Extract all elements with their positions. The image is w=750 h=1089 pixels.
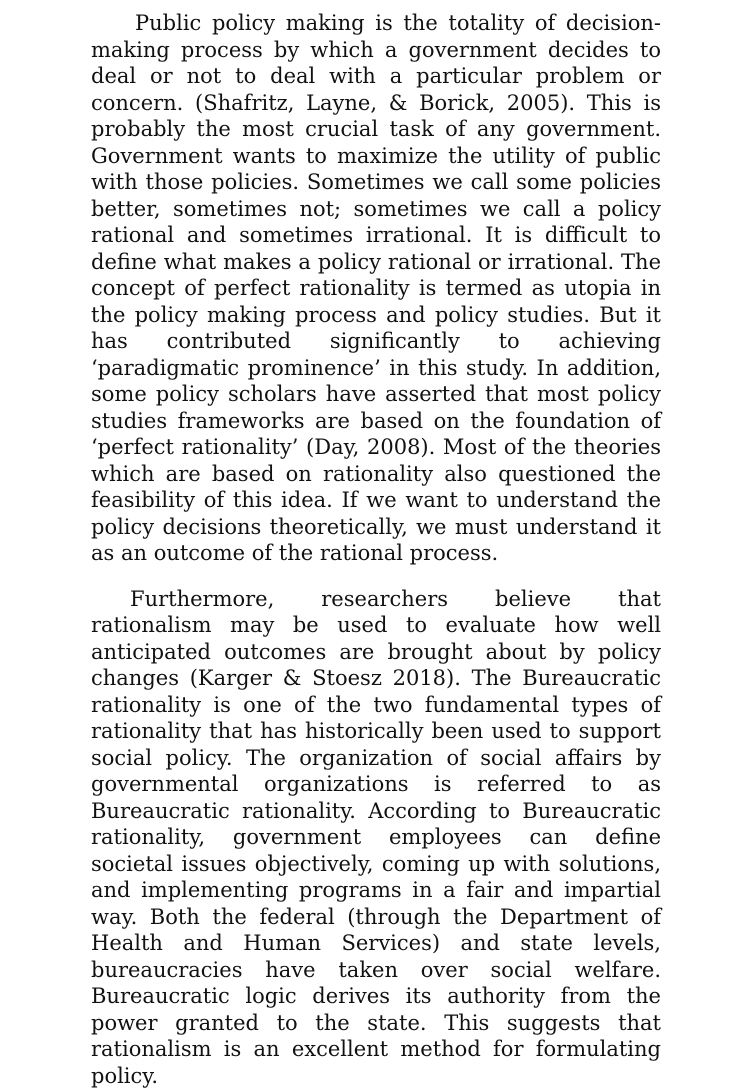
paragraph-public-policy-making: Public policy making is the totality of decision-making process by which a government decides to deal or not to deal with a particular problem or concern. (Shafritz, Layne, & Borick, 2005). This is probably the most crucial task of any government. Government wants to maximize the utility of public with those policies. Sometimes we call some policies better, sometimes not; sometimes we call a policy rational and sometimes irrational. It is difficult to define what makes a policy rational or irrational. The concept of perfect rationality is termed as utopia in the policy making process and policy studies. But it has contributed significantly to achieving ‘paradigmatic prominence’ in this study. In addition, some policy scholars have asserted that most policy studies frameworks are based on the foundation of ‘perfect rationality’ (Day, 2008). Most of the theories which are based on rationality also questioned the feasibility of this idea. If we want to understand the policy decisions theoretically, we must understand it as an outcome of the rational process. bbox=[91, 10, 661, 567]
document-page bbox=[91, 10, 661, 1089]
paragraph-bureaucratic-rationality: Furthermore, researchers believe that rationalism may be used to evaluate how well anticipated outcomes are brought about by policy changes (Karger & Stoesz 2018). The Bureaucratic rationality is one of the two fundamental types of rationality that has historically been used to support social policy. The organization of social affairs by governmental organizations is referred to as Bureaucratic rationality. According to Bureaucratic rationality, government employees can define societal issues objectively, coming up with solutions, and implementing programs in a fair and impartial way. Both the federal (through the Department of Health and Human Services) and state levels, bureaucracies have taken over social welfare. Bureaucratic logic derives its authority from the power granted to the state. This suggests that rationalism is an excellent method for formulating policy. bbox=[91, 586, 661, 1089]
